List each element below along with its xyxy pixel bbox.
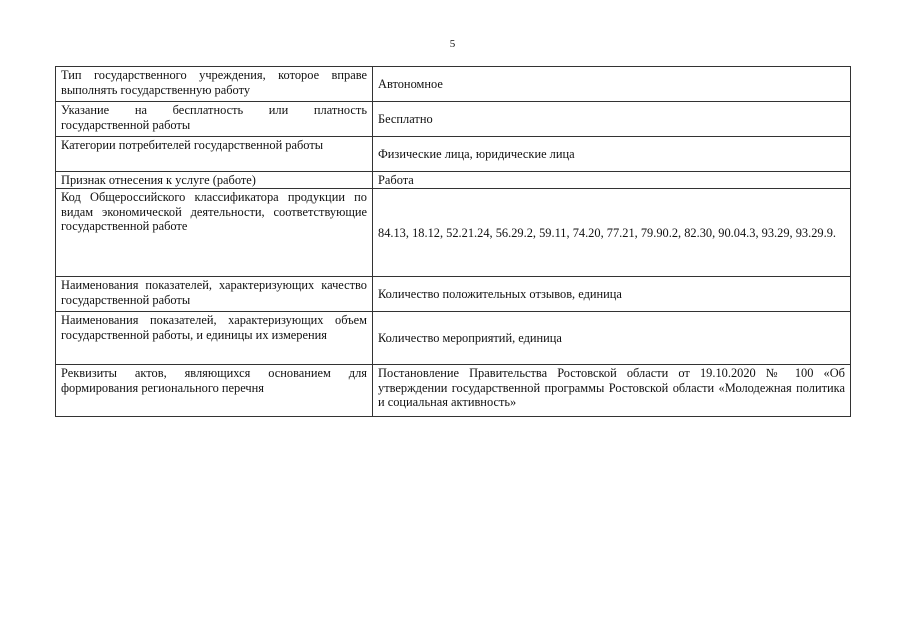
row-value-okpd-code: 84.13, 18.12, 52.21.24, 56.29.2, 59.11, 74.20, 77.21, 79.90.2, 82.30, 90.04.3, 93.29, 93.29.9. <box>373 189 851 277</box>
row-value-volume-indicators: Количество мероприятий, единица <box>373 312 851 365</box>
row-value-service-sign: Работа <box>373 172 851 189</box>
row-value-institution-type: Автономное <box>373 67 851 102</box>
table-row <box>56 67 851 102</box>
row-label-volume-indicators: Наименования показателей, характеризующих объем государственной работы, и единицы их измерения <box>56 312 373 365</box>
row-value-consumers: Физические лица, юридические лица <box>373 137 851 172</box>
work-details-table <box>55 66 851 417</box>
table-row <box>56 365 851 417</box>
row-label-payment: Указание на бесплатность или платность государственной работы <box>56 102 373 137</box>
row-label-legal-acts: Реквизиты актов, являющихся основанием для формирования регионального перечня <box>56 365 373 417</box>
row-value-legal-acts: Постановление Правительства Ростовской области от 19.10.2020 № 100 «Об утверждении государственной программы Ростовской области «Молодежная политика и социальная активность» <box>373 365 851 417</box>
table-row <box>56 189 851 277</box>
row-value-payment: Бесплатно <box>373 102 851 137</box>
page-number: 5 <box>449 38 456 50</box>
row-label-okpd-code: Код Общероссийского классификатора продукции по видам экономической деятельности, соответствующие государственной работе <box>56 189 373 277</box>
row-label-service-sign: Признак отнесения к услуге (работе) <box>56 172 373 189</box>
table-row <box>56 137 851 172</box>
table-row <box>56 312 851 365</box>
table-row <box>56 277 851 312</box>
row-label-consumers: Категории потребителей государственной работы <box>56 137 373 172</box>
row-label-institution-type: Тип государственного учреждения, которое вправе выполнять государственную работу <box>56 67 373 102</box>
table-row <box>56 102 851 137</box>
table-row <box>56 172 851 189</box>
row-value-quality-indicators: Количество положительных отзывов, единица <box>373 277 851 312</box>
row-label-quality-indicators: Наименования показателей, характеризующих качество государственной работы <box>56 277 373 312</box>
